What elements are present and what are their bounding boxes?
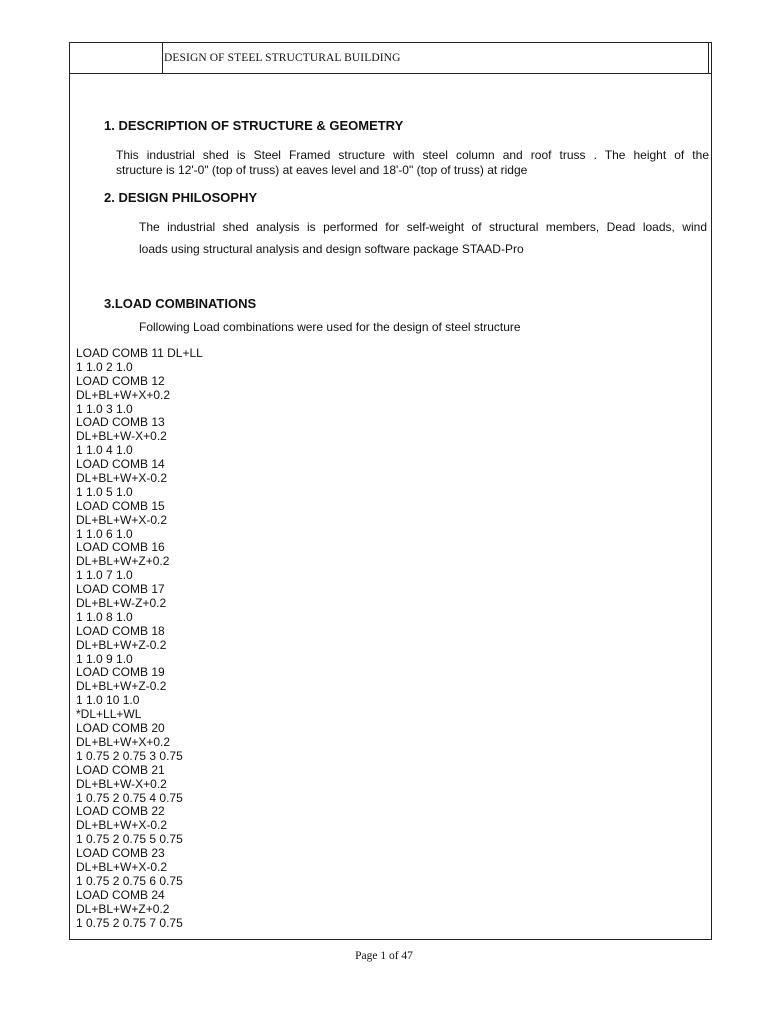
load-line: LOAD COMB 14 [76, 457, 165, 472]
load-line: LOAD COMB 24 [76, 887, 165, 902]
load-line: 1 1.0 4 1.0 [76, 443, 133, 458]
load-line: LOAD COMB 22 [76, 804, 165, 819]
load-line: DL+BL+W+X-0.2 [76, 512, 168, 527]
load-line: LOAD COMB 21 [76, 762, 165, 777]
load-line: 1 1.0 8 1.0 [76, 609, 133, 624]
load-line: LOAD COMB 15 [76, 498, 165, 513]
section-3-intro: Following Load combinations were used for the design of steel structure [139, 320, 521, 334]
load-combination-list [76, 347, 203, 930]
load-line: DL+BL+W+X-0.2 [76, 859, 168, 874]
load-line: LOAD COMB 23 [76, 846, 165, 861]
load-line: LOAD COMB 12 [76, 373, 165, 388]
load-line: 1 1.0 9 1.0 [76, 651, 133, 666]
load-line: LOAD COMB 16 [76, 540, 165, 555]
section-1-line-1: This industrial shed is Steel Framed structure with steel column and roof truss . The height of the [116, 148, 709, 162]
load-line: LOAD COMB 13 [76, 415, 165, 430]
load-line: LOAD COMB 18 [76, 623, 165, 638]
load-line: 1 0.75 2 0.75 7 0.75 [76, 915, 183, 930]
load-line: LOAD COMB 20 [76, 721, 165, 736]
load-line: 1 1.0 5 1.0 [76, 484, 133, 499]
load-line: 1 1.0 7 1.0 [76, 568, 133, 583]
load-line: DL+BL+W+Z+0.2 [76, 901, 170, 916]
load-line: DL+BL+W+X-0.2 [76, 818, 168, 833]
header-logo-cell [70, 43, 163, 73]
section-2-paragraph [139, 216, 707, 260]
load-line: 1 0.75 2 0.75 6 0.75 [76, 873, 183, 888]
load-line: *DL+LL+WL [76, 707, 142, 722]
section-3-heading: 3.LOAD COMBINATIONS [104, 296, 257, 311]
document-title: DESIGN OF STEEL STRUCTURAL BUILDING [163, 43, 709, 73]
load-line: DL+BL+W+X-0.2 [76, 471, 168, 486]
load-line: DL+BL+W+Z+0.2 [76, 554, 170, 569]
load-line: DL+BL+W+X+0.2 [76, 734, 171, 749]
load-line: 1 0.75 2 0.75 4 0.75 [76, 790, 183, 805]
section-2-line-1: The industrial shed analysis is performed for self-weight of structural members, Dead loads, wind [139, 220, 707, 234]
load-line: DL+BL+W-X+0.2 [76, 776, 167, 791]
section-2-line-2: loads using structural analysis and design software package STAAD-Pro [139, 242, 524, 256]
load-line: DL+BL+W+Z-0.2 [76, 679, 167, 694]
section-2-heading: 2. DESIGN PHILOSOPHY [104, 190, 258, 205]
header-row [70, 43, 711, 74]
load-line: DL+BL+W-X+0.2 [76, 429, 167, 444]
load-line: 1 1.0 10 1.0 [76, 693, 140, 708]
load-line: LOAD COMB 17 [76, 582, 165, 597]
load-line: 1 1.0 3 1.0 [76, 401, 133, 416]
section-1-line-2: structure is 12'-0" (top of truss) at eaves level and 18'-0" (top of truss) at ridge [116, 163, 528, 177]
load-line: DL+BL+W-Z+0.2 [76, 596, 167, 611]
load-line: 1 1.0 2 1.0 [76, 359, 133, 374]
load-line: DL+BL+W+X+0.2 [76, 387, 171, 402]
load-line: 1 0.75 2 0.75 3 0.75 [76, 748, 183, 763]
section-1-paragraph [116, 148, 709, 178]
section-1-heading: 1. DESCRIPTION OF STRUCTURE & GEOMETRY [104, 118, 404, 133]
load-line: 1 1.0 6 1.0 [76, 526, 133, 541]
load-line: 1 0.75 2 0.75 5 0.75 [76, 832, 183, 847]
load-line: DL+BL+W+Z-0.2 [76, 637, 167, 652]
page-number: Page 1 of 47 [355, 950, 413, 962]
load-line: LOAD COMB 11 DL+LL [76, 346, 203, 360]
load-line: LOAD COMB 19 [76, 665, 165, 680]
